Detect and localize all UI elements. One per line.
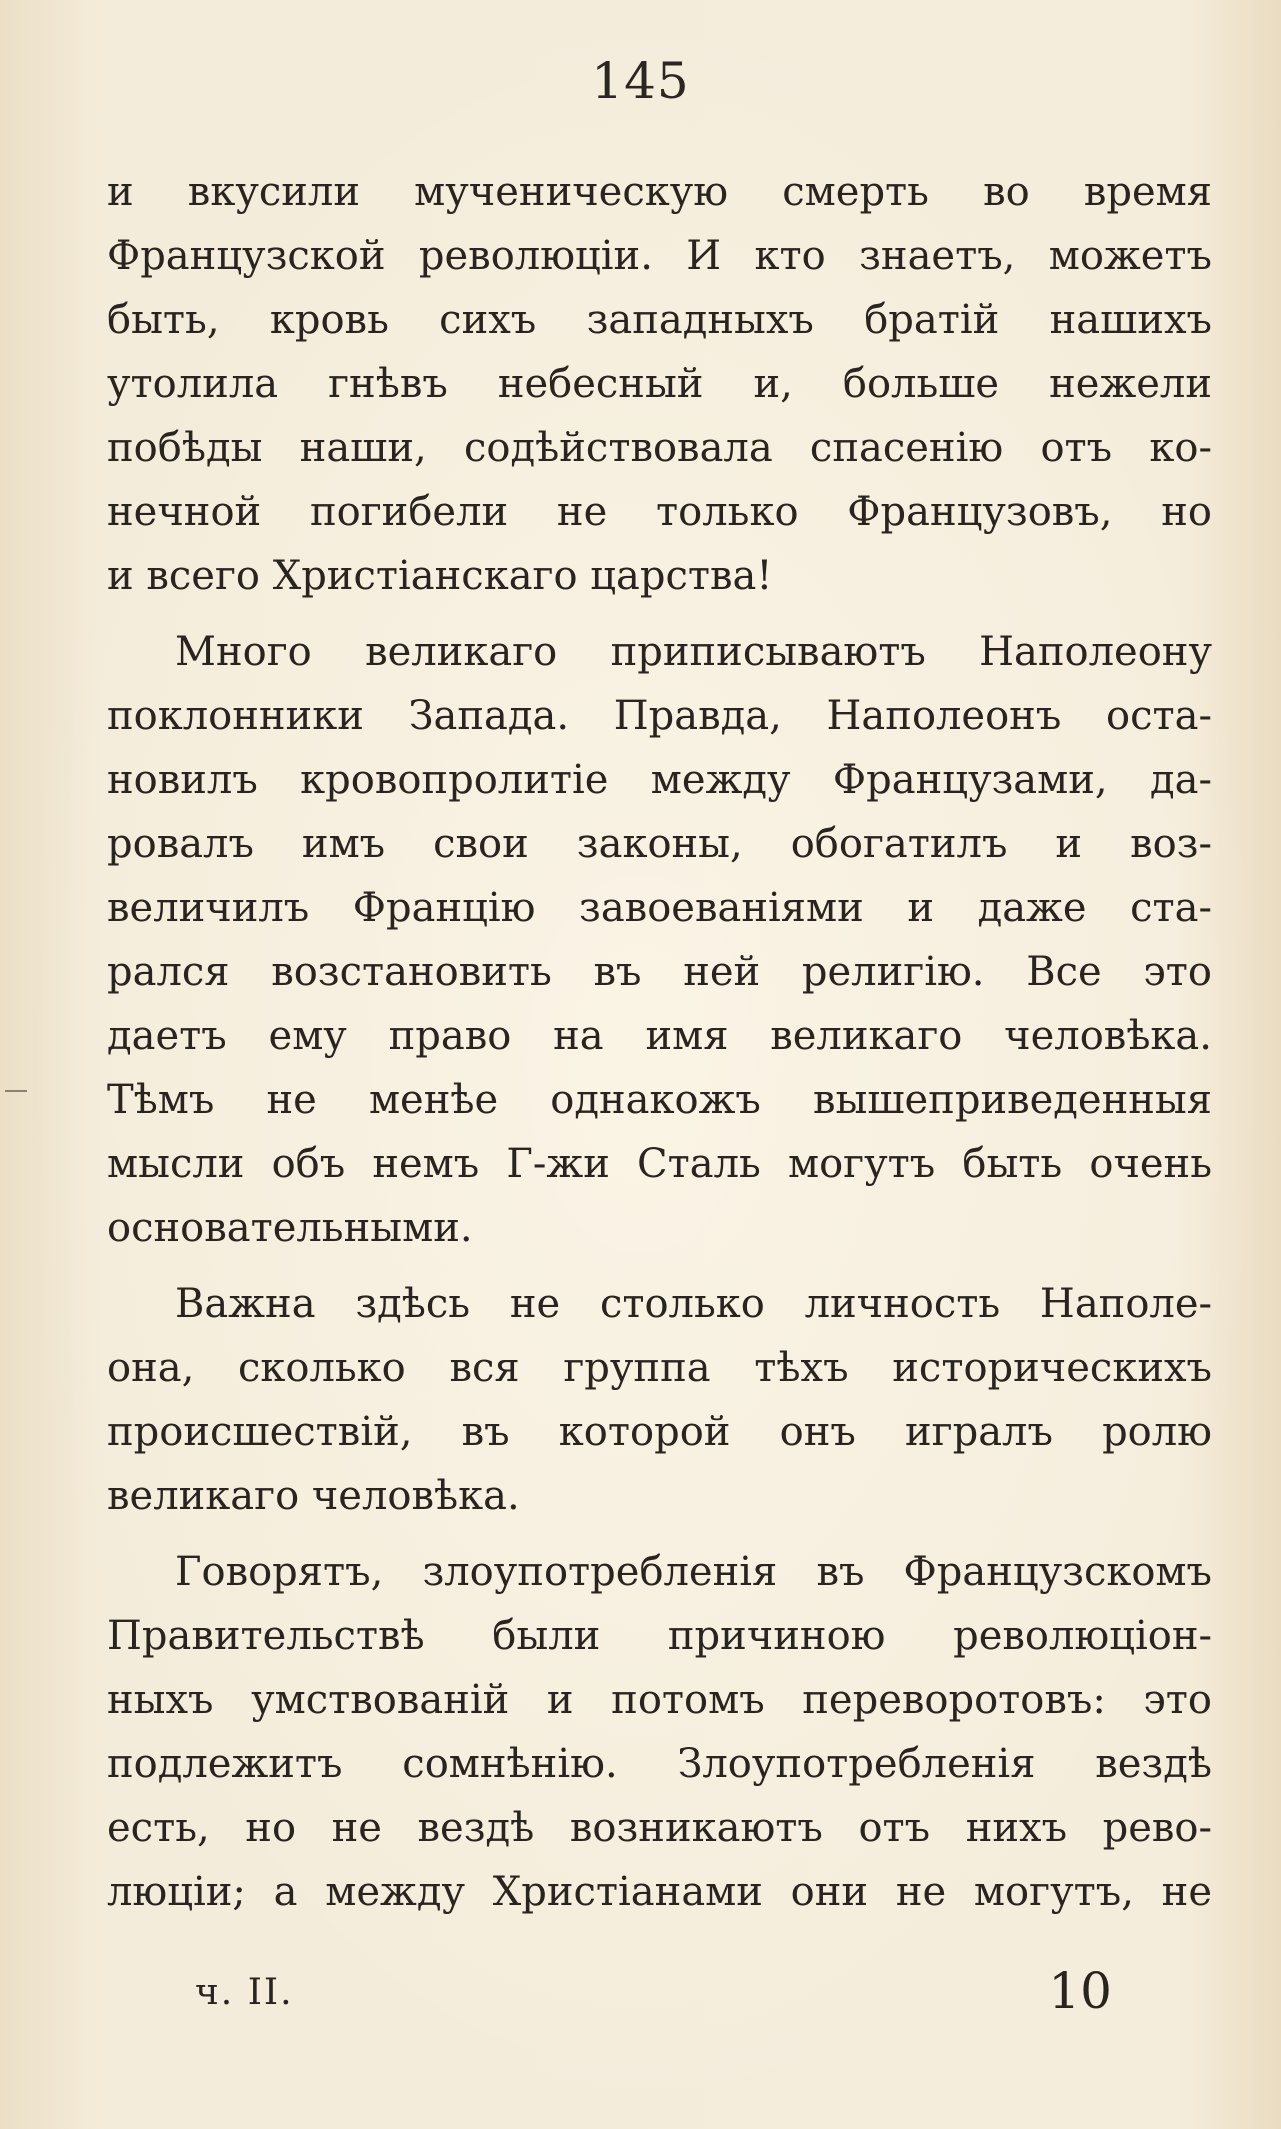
text-line: нечной погибели не только Французовъ, но bbox=[107, 489, 1212, 535]
text-line: она, сколько вся группа тѣхъ историческихъ bbox=[107, 1345, 1212, 1391]
margin-mark bbox=[5, 1090, 27, 1092]
paragraph-4 bbox=[107, 1540, 1212, 1924]
text-line: Говорятъ, злоупотребленія въ Французскомъ bbox=[175, 1549, 1212, 1595]
page-footer bbox=[107, 1962, 1112, 2032]
text-line: рался возстановить въ ней религію. Все это bbox=[107, 949, 1212, 995]
text-line: величилъ Францію завоеваніями и даже ста- bbox=[107, 885, 1212, 931]
text-line: основательными. bbox=[107, 1205, 473, 1251]
text-line: есть, но не вездѣ возникаютъ отъ нихъ рево- bbox=[107, 1805, 1212, 1851]
text-line: новилъ кровопролитіе между Французами, да- bbox=[107, 757, 1212, 803]
text-body bbox=[107, 160, 1212, 1936]
paragraph-3 bbox=[107, 1272, 1212, 1528]
sheet-number: 10 bbox=[1048, 1962, 1112, 2020]
text-line: утолила гнѣвъ небесный и, больше нежели bbox=[107, 361, 1212, 407]
paragraph-1 bbox=[107, 160, 1212, 608]
text-line: мысли объ немъ Г-жи Сталь могутъ быть очень bbox=[107, 1141, 1212, 1187]
text-line: даетъ ему право на имя великаго человѣка. bbox=[107, 1013, 1212, 1059]
paragraph-2 bbox=[107, 620, 1212, 1260]
text-line: ныхъ умствованій и потомъ переворотовъ: это bbox=[107, 1677, 1212, 1723]
text-line: Французской революціи. И кто знаетъ, можетъ bbox=[107, 233, 1212, 279]
text-line: Тѣмъ не менѣе однакожъ вышеприведенныя bbox=[107, 1077, 1212, 1123]
text-line: Правительствѣ были причиною революціон- bbox=[107, 1613, 1212, 1659]
text-line: ровалъ имъ свои законы, обогатилъ и воз- bbox=[107, 821, 1212, 867]
text-line: происшествій, въ которой онъ игралъ ролю bbox=[107, 1409, 1212, 1455]
text-line: Важна здѣсь не столько личность Наполе- bbox=[175, 1281, 1212, 1327]
signature-mark: ч. II. bbox=[195, 1972, 294, 2013]
text-line: подлежитъ сомнѣнію. Злоупотребленія вездѣ bbox=[107, 1741, 1212, 1787]
text-line: быть, кровь сихъ западныхъ братій нашихъ bbox=[107, 297, 1212, 343]
text-line: побѣды наши, содѣйствовала спасенію отъ ко- bbox=[107, 425, 1212, 471]
text-line: и вкусили мученическую смерть во время bbox=[107, 169, 1212, 215]
text-line: Много великаго приписываютъ Наполеону bbox=[175, 629, 1212, 675]
page-number: 145 bbox=[591, 52, 690, 110]
text-line: и всего Христіанскаго царства! bbox=[107, 553, 773, 599]
text-line: великаго человѣка. bbox=[107, 1473, 520, 1519]
text-line: поклонники Запада. Правда, Наполеонъ оста- bbox=[107, 693, 1212, 739]
text-line: люціи; а между Христіанами они не могутъ, не bbox=[107, 1869, 1212, 1915]
